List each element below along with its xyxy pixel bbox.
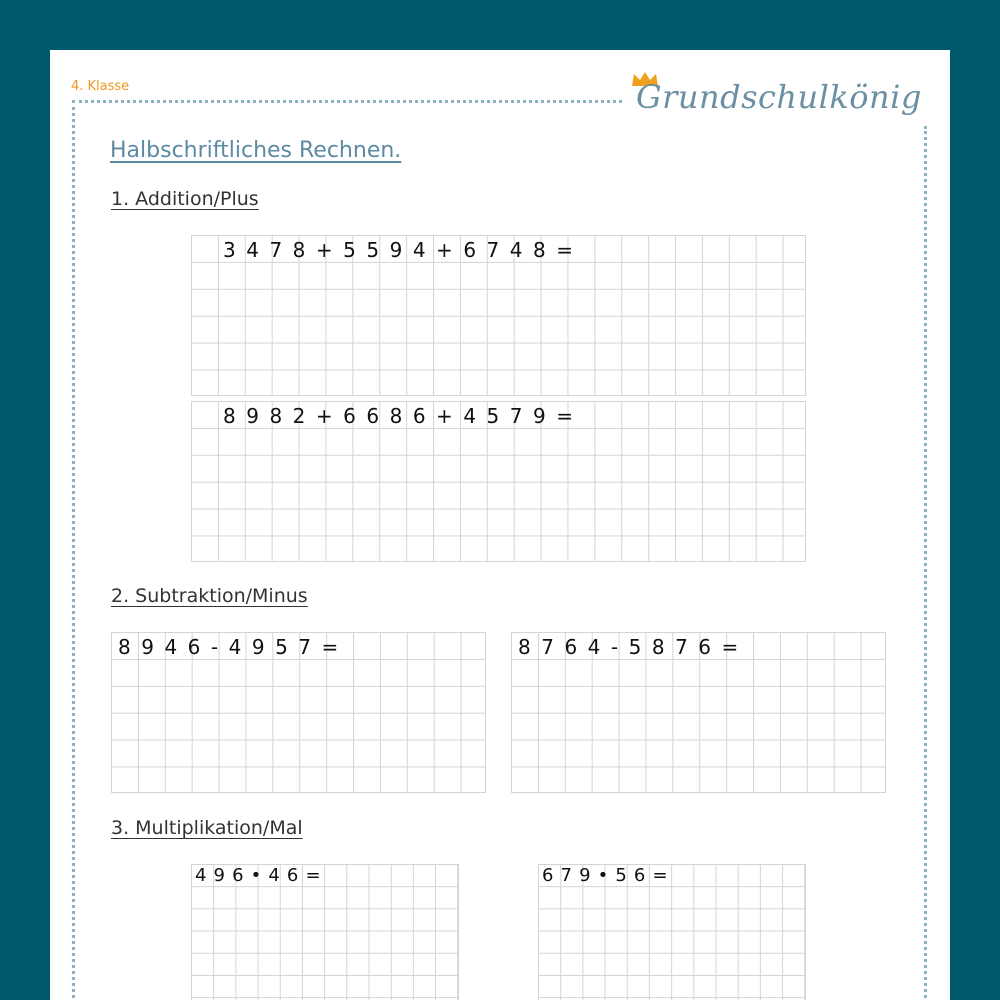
multiplication-task-2: 679•56= — [542, 865, 675, 886]
grade-label: 4. Klasse — [71, 79, 130, 94]
worksheet-page — [50, 50, 950, 1000]
section-heading-multiplication: 3. Multiplikation/Mal — [111, 817, 303, 839]
section-heading-addition: 1. Addition/Plus — [111, 188, 259, 210]
dotted-border-left — [72, 100, 75, 1000]
multiplication-task-1: 496•46= — [195, 865, 328, 886]
subtraction-task-1: 8946-4957= — [118, 635, 349, 659]
dotted-border-right — [924, 126, 927, 1000]
dotted-border-top — [72, 100, 622, 103]
worksheet-title: Halbschriftliches Rechnen. — [110, 138, 402, 163]
addition-task-1: 3478+5594+6748= — [223, 238, 584, 262]
subtraction-task-2: 8764-5876= — [518, 635, 749, 659]
section-heading-subtraction: 2. Subtraktion/Minus — [111, 585, 308, 607]
brand-logo: Grundschulkönig — [636, 78, 922, 116]
addition-task-2: 8982+6686+4579= — [223, 404, 584, 428]
